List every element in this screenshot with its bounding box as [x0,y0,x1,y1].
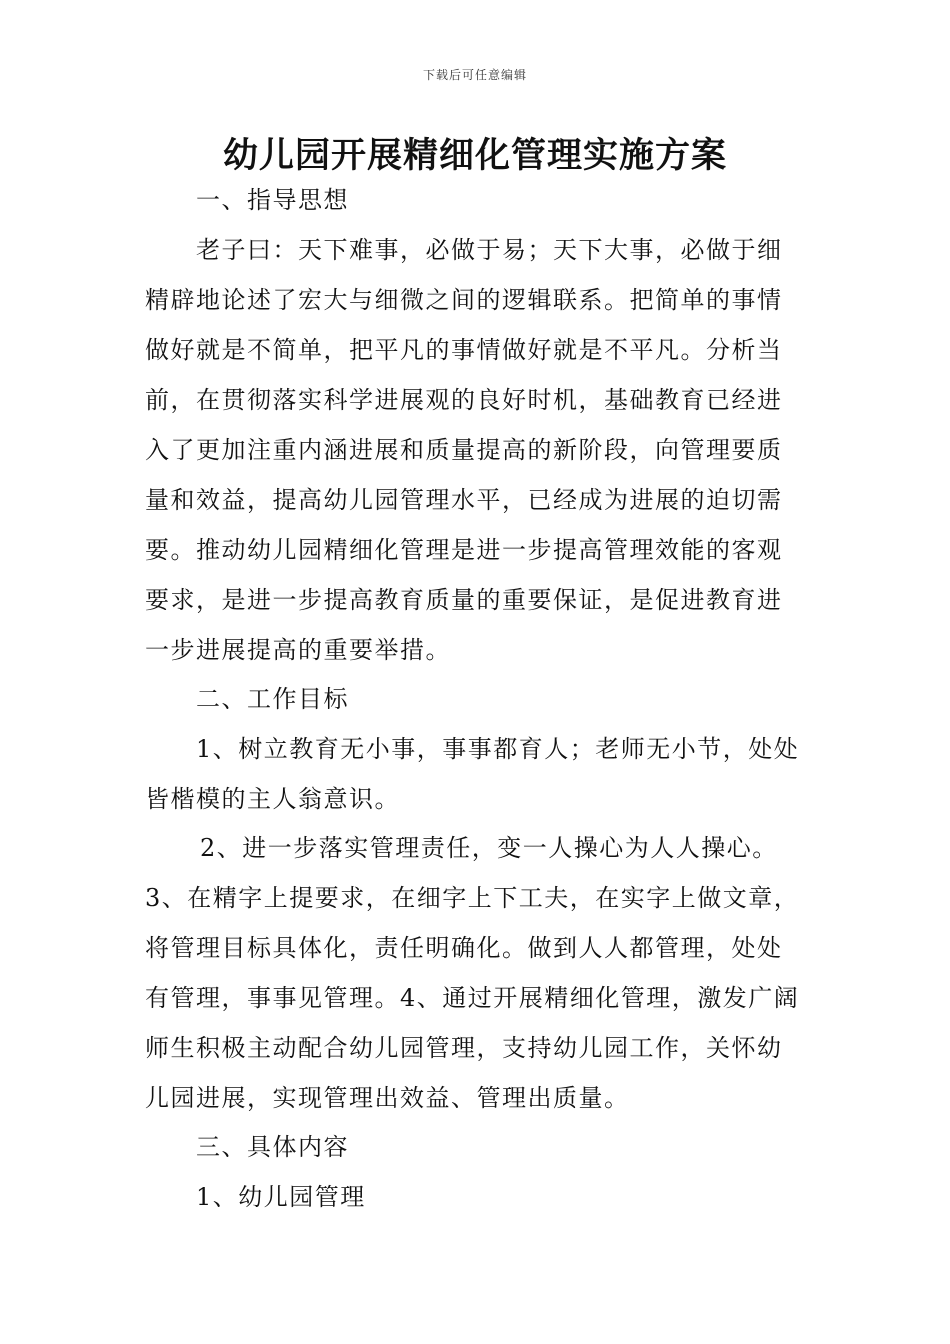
paragraph-line: 入了更加注重内涵进展和质量提高的新阶段，向管理要质 [145,436,783,464]
paragraph-line: 前，在贯彻落实科学进展观的良好时机，基础教育已经进 [145,386,783,414]
paragraph-line: 量和效益，提高幼儿园管理水平，已经成为进展的迫切需 [145,486,783,514]
header-note: 下载后可任意编辑 [422,68,527,82]
section-heading-2: 二、工作目标 [196,685,349,713]
paragraph-line: 师生积极主动配合幼儿园管理，支持幼儿园工作，关怀幼 [145,1034,783,1062]
section-heading-1: 一、指导思想 [196,186,349,214]
paragraph-line: 皆楷模的主人翁意识。 [145,785,400,813]
paragraph-line: 3、在精字上提要求，在细字上下工夫，在实字上做文章， [145,884,800,912]
document-title: 幼儿园开展精细化管理实施方案 [222,136,727,176]
paragraph-line: 做好就是不简单，把平凡的事情做好就是不平凡。分析当 [145,336,783,364]
paragraph-line: 1、树立教育无小事，事事都育人；老师无小节，处处 [196,735,800,763]
subsection-heading: 1、幼儿园管理 [196,1183,366,1211]
paragraph-line: 精辟地论述了宏大与细微之间的逻辑联系。把简单的事情 [145,286,783,314]
paragraph-line: 2、进一步落实管理责任，变一人操心为人人操心。 [200,834,778,862]
section-heading-3: 三、具体内容 [196,1133,349,1161]
paragraph-line: 一步进展提高的重要举措。 [145,636,451,664]
paragraph-line: 要。推动幼儿园精细化管理是进一步提高管理效能的客观 [145,536,783,564]
paragraph-line: 有管理，事事见管理。4、通过开展精细化管理，激发广阔 [145,984,800,1012]
paragraph-line: 儿园进展，实现管理出效益、管理出质量。 [145,1084,630,1112]
paragraph-line: 要求，是进一步提高教育质量的重要保证，是促进教育进 [145,586,783,614]
paragraph-line: 将管理目标具体化，责任明确化。做到人人都管理，处处 [145,934,783,962]
paragraph-line: 老子曰：天下难事，必做于易；天下大事，必做于细 [196,236,783,264]
